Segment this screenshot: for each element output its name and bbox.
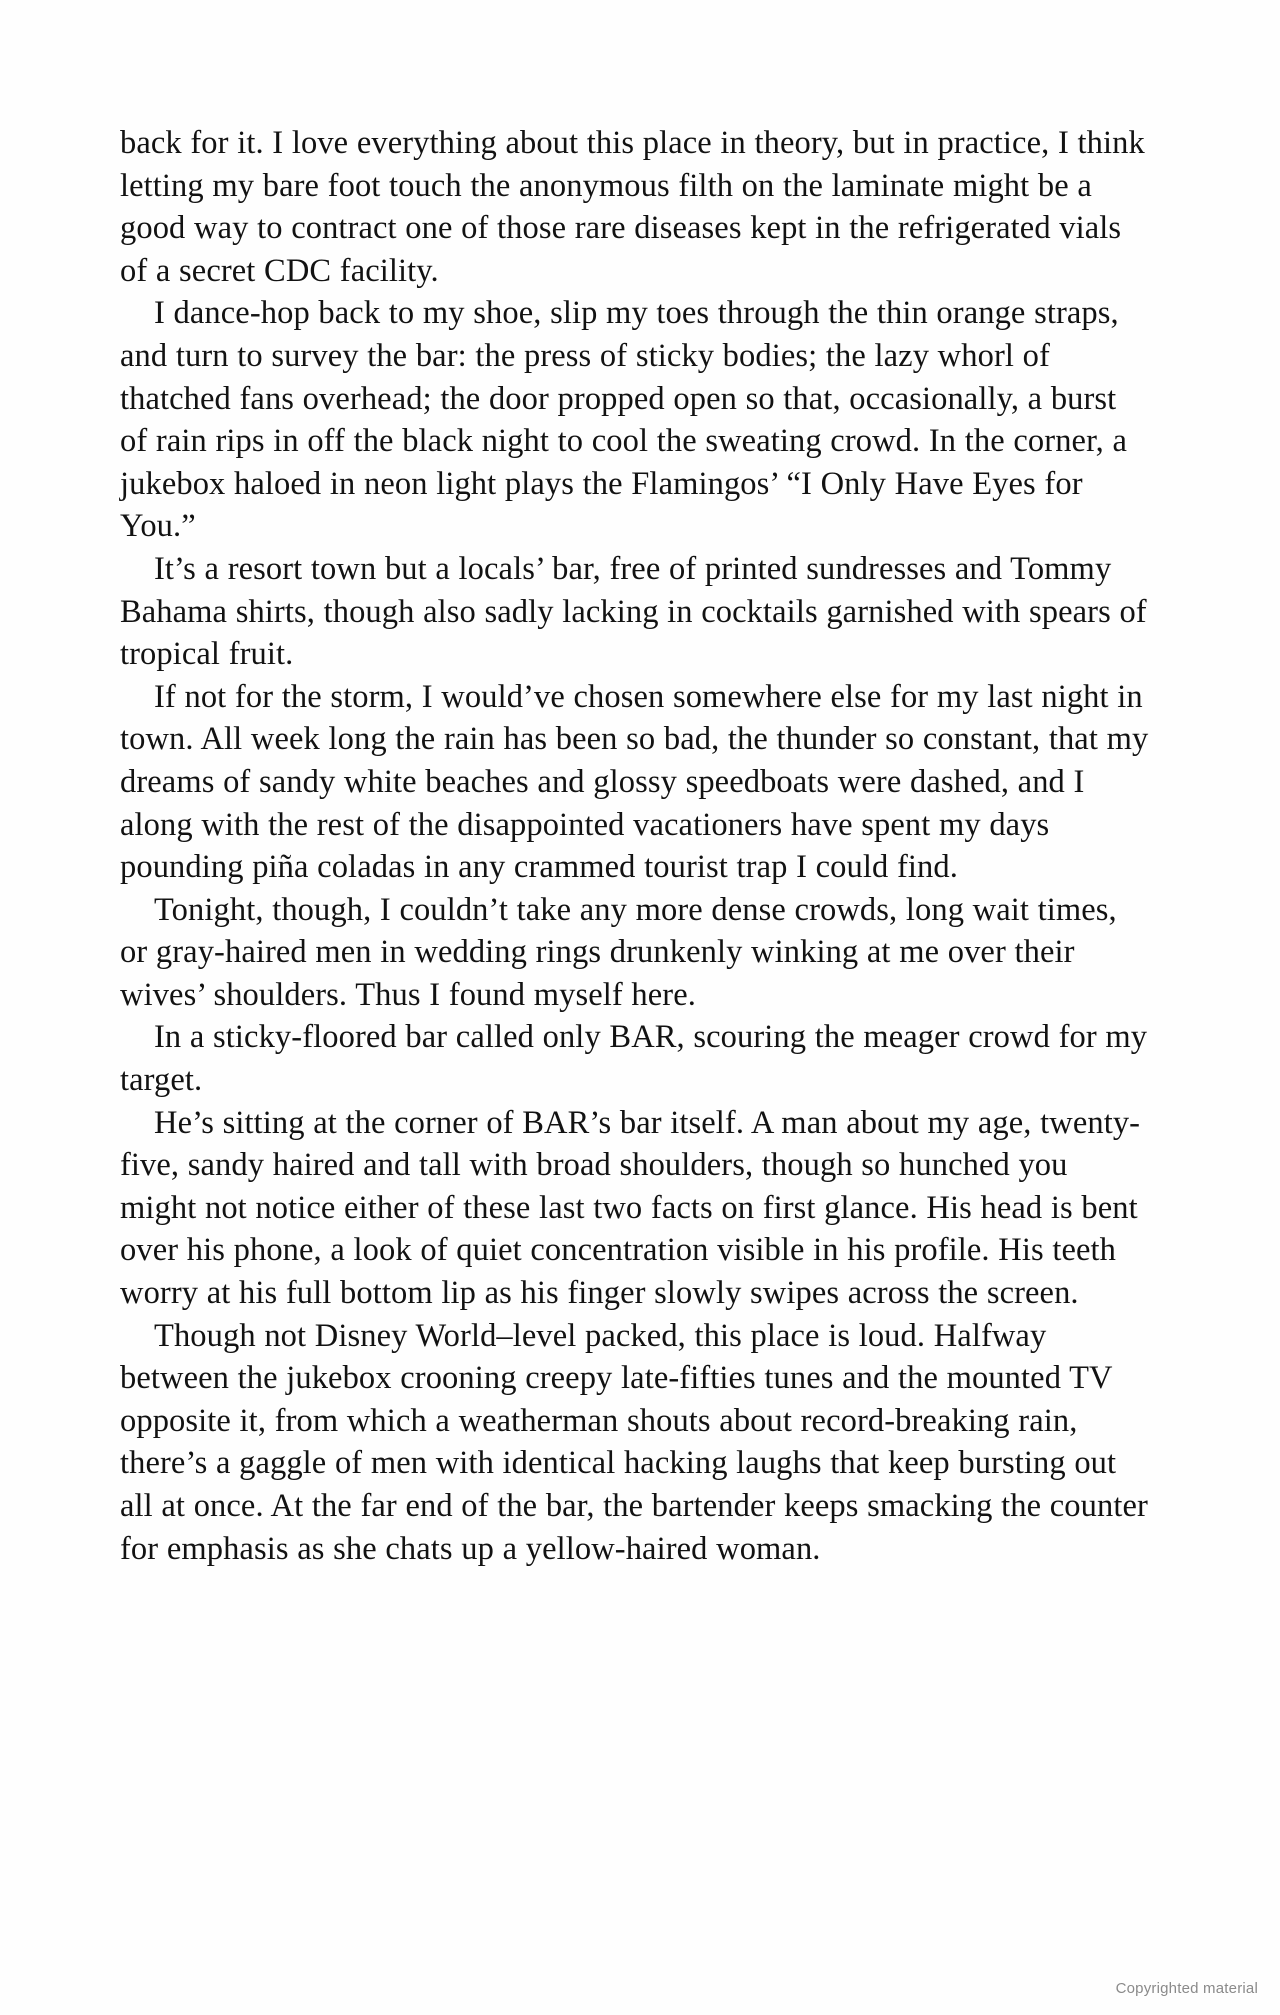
- paragraph-4: If not for the storm, I would’ve chosen somewhere else for my last night in town. All week long the rain has been so bad, the thunder so constant, that my dreams of sandy white beaches and glossy speedboats were dashed, and I along with the rest of the disappointed vacationers have spent my days pounding piña coladas in any crammed tourist trap I could find.: [120, 678, 1149, 886]
- paragraph-1: back for it. I love everything about this place in theory, but in practice, I think letting my bare foot touch the anonymous filth on the laminate might be a good way to contract one of those rare diseases kept in the refrigerated vials of a secret CDC facility.: [120, 125, 1145, 289]
- paragraph-3: It’s a resort town but a locals’ bar, free of printed sundresses and Tommy Bahama shirts, though also sadly lacking in cocktails garnished with spears of tropical fruit.: [120, 550, 1147, 673]
- paragraph-2: I dance-hop back to my shoe, slip my toes through the thin orange straps, and turn to survey the bar: the press of sticky bodies; the lazy whorl of thatched fans overhead; the door propped open so that, occasionally, a burst of rain rips in off the black night to cool the sweating crowd. In the corner, a jukebox haloed in neon light plays the Flamingos’ “I Only Have Eyes for You.”: [120, 295, 1128, 545]
- paragraph-7: He’s sitting at the corner of BAR’s bar itself. A man about my age, twenty-five, sandy haired and tall with broad shoulders, though so hunched you might not notice either of these last two facts on first glance. His head is bent over his phone, a look of quiet concentration visible in his profile. His teeth worry at his full bottom lip as his finger slowly swipes across the screen.: [120, 1104, 1141, 1312]
- page-text-column: [120, 122, 1150, 1570]
- paragraph-5: Tonight, though, I couldn’t take any more dense crowds, long wait times, or gray-haired men in wedding rings drunkenly winking at me over their wives’ shoulders. Thus I found myself here.: [120, 891, 1117, 1013]
- paragraph-8: Though not Disney World–level packed, this place is loud. Halfway between the jukebox crooning creepy late-fifties tunes and the mounted TV opposite it, from which a weatherman shouts about record-breaking rain, there’s a gaggle of men with identical hacking laughs that keep bursting out all at once. At the far end of the bar, the bartender keeps smacking the counter for emphasis as she chats up a yellow-haired woman.: [120, 1317, 1148, 1567]
- paragraph-6: In a sticky-floored bar called only BAR, scouring the meager crowd for my target.: [120, 1019, 1148, 1099]
- copyright-notice: Copyrighted material: [1115, 1980, 1258, 1997]
